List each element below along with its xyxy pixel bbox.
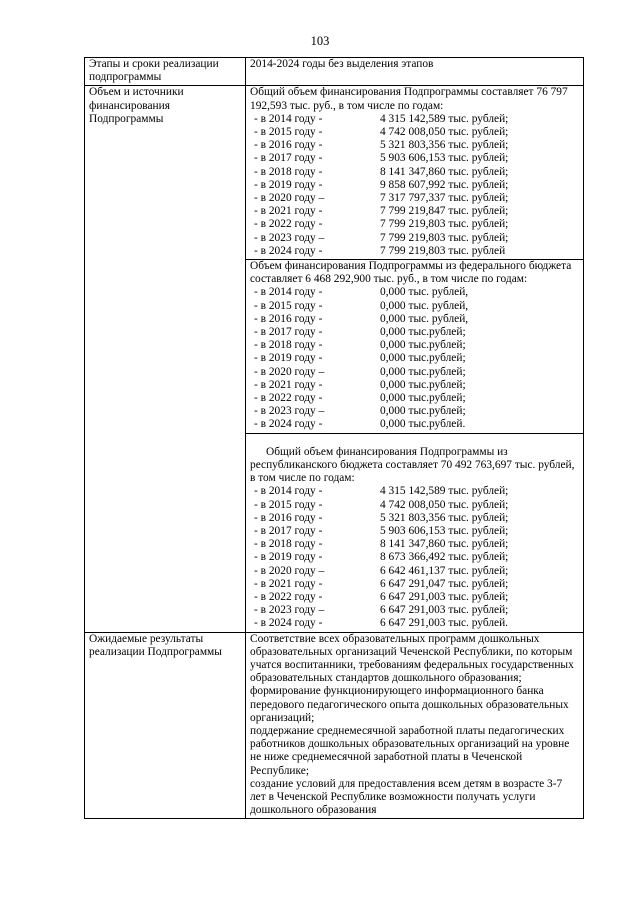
year-amount: 5 321 803,356 тыс. рублей; <box>380 139 509 152</box>
year-label: - в 2021 году - <box>254 577 323 590</box>
year-amount: 0,000 тыс.рублей; <box>380 339 466 352</box>
year-row <box>250 113 580 126</box>
republic-financing-intro: Общий объем финансирования Подпрограммы из республиканского бюджета составляет 70 492 763,697 тыс. рублей, в том числе по годам: <box>250 445 575 485</box>
table-row-results <box>85 632 584 819</box>
results-paragraph: Соответствие всех образовательных программ дошкольных образовательных организаций Чеченской Республики, по которым учатся воспитанники, требованиям федеральных государственных образовательных стандартов дошкольного образования; <box>250 632 574 685</box>
year-label: - в 2019 году - <box>254 551 323 564</box>
year-label: - в 2022 году - <box>254 590 323 603</box>
year-row <box>250 245 580 258</box>
year-amount: 6 647 291,047 тыс. рублей; <box>380 577 509 590</box>
year-label: - в 2018 году - <box>254 538 323 551</box>
year-label: - в 2019 году - <box>254 352 323 365</box>
total-financing-intro: Общий объем финансирования Подпрограммы составляет 76 797 192,593 тыс. руб., в том числе по годам: <box>250 86 568 112</box>
year-row <box>250 512 580 525</box>
year-label: - в 2014 году - <box>254 112 323 125</box>
year-row <box>250 126 580 139</box>
total-years-list <box>250 113 580 258</box>
results-paragraph: создание условий для предоставления всем детям в возрасте 3-7 лет в Чеченской Республике возможности получать услуги дошкольного образования <box>250 777 563 817</box>
year-amount: 6 647 291,003 тыс. рублей. <box>380 617 509 630</box>
year-row <box>250 392 580 405</box>
year-label: - в 2017 году - <box>254 326 323 339</box>
year-label: - в 2023 году – <box>254 604 325 617</box>
results-cell <box>246 632 584 819</box>
year-label: - в 2024 году - <box>254 244 323 257</box>
year-row <box>250 300 580 313</box>
results-label: Ожидаемые результаты реализации Подпрограммы <box>85 632 246 819</box>
year-amount: 0,000 тыс.рублей; <box>380 405 466 418</box>
year-row <box>250 218 580 231</box>
table-row-stages <box>85 58 584 86</box>
year-label: - в 2016 году - <box>254 139 323 152</box>
year-row <box>250 166 580 179</box>
results-paragraph: поддержание среднемесячной заработной платы педагогических работников дошкольных образовательных организаций на уровне не ниже среднемесячной заработной платы в Чеченской Республике; <box>250 724 570 777</box>
year-amount: 9 858 607,992 тыс. рублей; <box>380 178 509 191</box>
year-row <box>250 538 580 551</box>
year-amount: 8 141 347,860 тыс. рублей; <box>380 538 509 551</box>
year-amount: 0,000 тыс.рублей; <box>380 352 466 365</box>
year-row <box>250 565 580 578</box>
year-amount: 5 903 606,153 тыс. рублей; <box>380 524 509 537</box>
year-row <box>250 499 580 512</box>
year-label: - в 2020 году – <box>254 365 325 378</box>
year-row <box>250 313 580 326</box>
year-row <box>250 405 580 418</box>
year-row <box>250 418 580 431</box>
year-amount: 7 317 797,337 тыс. рублей; <box>380 192 509 205</box>
year-amount: 0,000 тыс. рублей, <box>380 299 469 312</box>
year-label: - в 2022 году - <box>254 218 323 231</box>
year-label: - в 2017 году - <box>254 524 323 537</box>
year-row <box>250 286 580 299</box>
year-amount: 4 742 008,050 тыс. рублей; <box>380 126 509 139</box>
republic-years-list <box>250 485 580 630</box>
year-row <box>250 617 580 630</box>
year-label: - в 2023 году – <box>254 405 325 418</box>
year-label: - в 2015 году - <box>254 299 323 312</box>
year-label: - в 2016 году - <box>254 511 323 524</box>
year-label: - в 2014 году - <box>254 485 323 498</box>
year-label: - в 2021 году - <box>254 378 323 391</box>
year-label: - в 2019 году - <box>254 178 323 191</box>
year-label: - в 2017 году - <box>254 152 323 165</box>
year-amount: 6 642 461,137 тыс. рублей; <box>380 564 509 577</box>
year-label: - в 2015 году - <box>254 498 323 511</box>
year-label: - в 2023 году – <box>254 231 325 244</box>
federal-financing-intro: Объем финансирования Подпрограммы из федерального бюджета составляет 6 468 292,900 тыс. руб., в том числе по годам: <box>250 260 572 286</box>
federal-years-list <box>250 286 580 431</box>
year-label: - в 2022 году - <box>254 392 323 405</box>
year-label: - в 2021 году - <box>254 205 323 218</box>
year-amount: 0,000 тыс.рублей; <box>380 378 466 391</box>
year-amount: 4 315 142,589 тыс. рублей; <box>380 485 509 498</box>
total-financing-cell <box>246 86 584 260</box>
financing-label: Объем и источники финансирования Подпрограммы <box>85 86 246 632</box>
year-label: - в 2020 году – <box>254 564 325 577</box>
year-row <box>250 379 580 392</box>
year-amount: 6 647 291,003 тыс. рублей; <box>380 590 509 603</box>
year-row <box>250 326 580 339</box>
spacer <box>250 434 580 446</box>
year-amount: 0,000 тыс.рублей; <box>380 326 466 339</box>
year-label: - в 2020 году – <box>254 192 325 205</box>
year-amount: 4 742 008,050 тыс. рублей; <box>380 498 509 511</box>
federal-financing-cell <box>246 260 584 434</box>
year-amount: 7 799 219,803 тыс. рублей; <box>380 231 509 244</box>
year-amount: 0,000 тыс. рублей, <box>380 286 469 299</box>
year-amount: 5 321 803,356 тыс. рублей; <box>380 511 509 524</box>
year-amount: 0,000 тыс.рублей; <box>380 392 466 405</box>
year-label: - в 2024 году - <box>254 617 323 630</box>
year-label: - в 2024 году - <box>254 418 323 431</box>
year-amount: 0,000 тыс. рублей, <box>380 312 469 325</box>
year-amount: 8 673 366,492 тыс. рублей; <box>380 551 509 564</box>
year-row <box>250 139 580 152</box>
year-row <box>250 551 580 564</box>
republic-financing-cell <box>246 433 584 632</box>
year-row <box>250 366 580 379</box>
year-amount: 4 315 142,589 тыс. рублей; <box>380 112 509 125</box>
year-amount: 8 141 347,860 тыс. рублей; <box>380 165 509 178</box>
stages-label: Этапы и сроки реализации подпрограммы <box>85 58 246 86</box>
year-amount: 0,000 тыс.рублей. <box>380 418 466 431</box>
year-row <box>250 525 580 538</box>
year-row <box>250 485 580 498</box>
year-row <box>250 352 580 365</box>
page-number: 103 <box>310 34 330 48</box>
results-paragraph: формирование функционирующего информационного банка передового педагогического опыта дошкольных образовательных организаций; <box>250 685 569 724</box>
year-amount: 5 903 606,153 тыс. рублей; <box>380 152 509 165</box>
year-amount: 0,000 тыс.рублей; <box>380 365 466 378</box>
year-amount: 6 647 291,003 тыс. рублей; <box>380 604 509 617</box>
year-row <box>250 192 580 205</box>
year-label: - в 2016 году - <box>254 312 323 325</box>
subprogram-passport-table <box>84 57 584 819</box>
year-row <box>250 179 580 192</box>
year-row <box>250 205 580 218</box>
year-row <box>250 591 580 604</box>
stages-value: 2014-2024 годы без выделения этапов <box>246 58 584 86</box>
year-amount: 7 799 219,803 тыс. рублей <box>380 244 506 257</box>
year-label: - в 2014 году - <box>254 286 323 299</box>
year-row <box>250 578 580 591</box>
year-row <box>250 339 580 352</box>
year-row <box>250 232 580 245</box>
year-row <box>250 604 580 617</box>
year-label: - в 2018 году - <box>254 165 323 178</box>
year-label: - в 2018 году - <box>254 339 323 352</box>
year-amount: 7 799 219,847 тыс. рублей; <box>380 205 509 218</box>
table-row-financing-total <box>85 86 584 260</box>
year-amount: 7 799 219,803 тыс. рублей; <box>380 218 509 231</box>
year-label: - в 2015 году - <box>254 126 323 139</box>
year-row <box>250 152 580 165</box>
